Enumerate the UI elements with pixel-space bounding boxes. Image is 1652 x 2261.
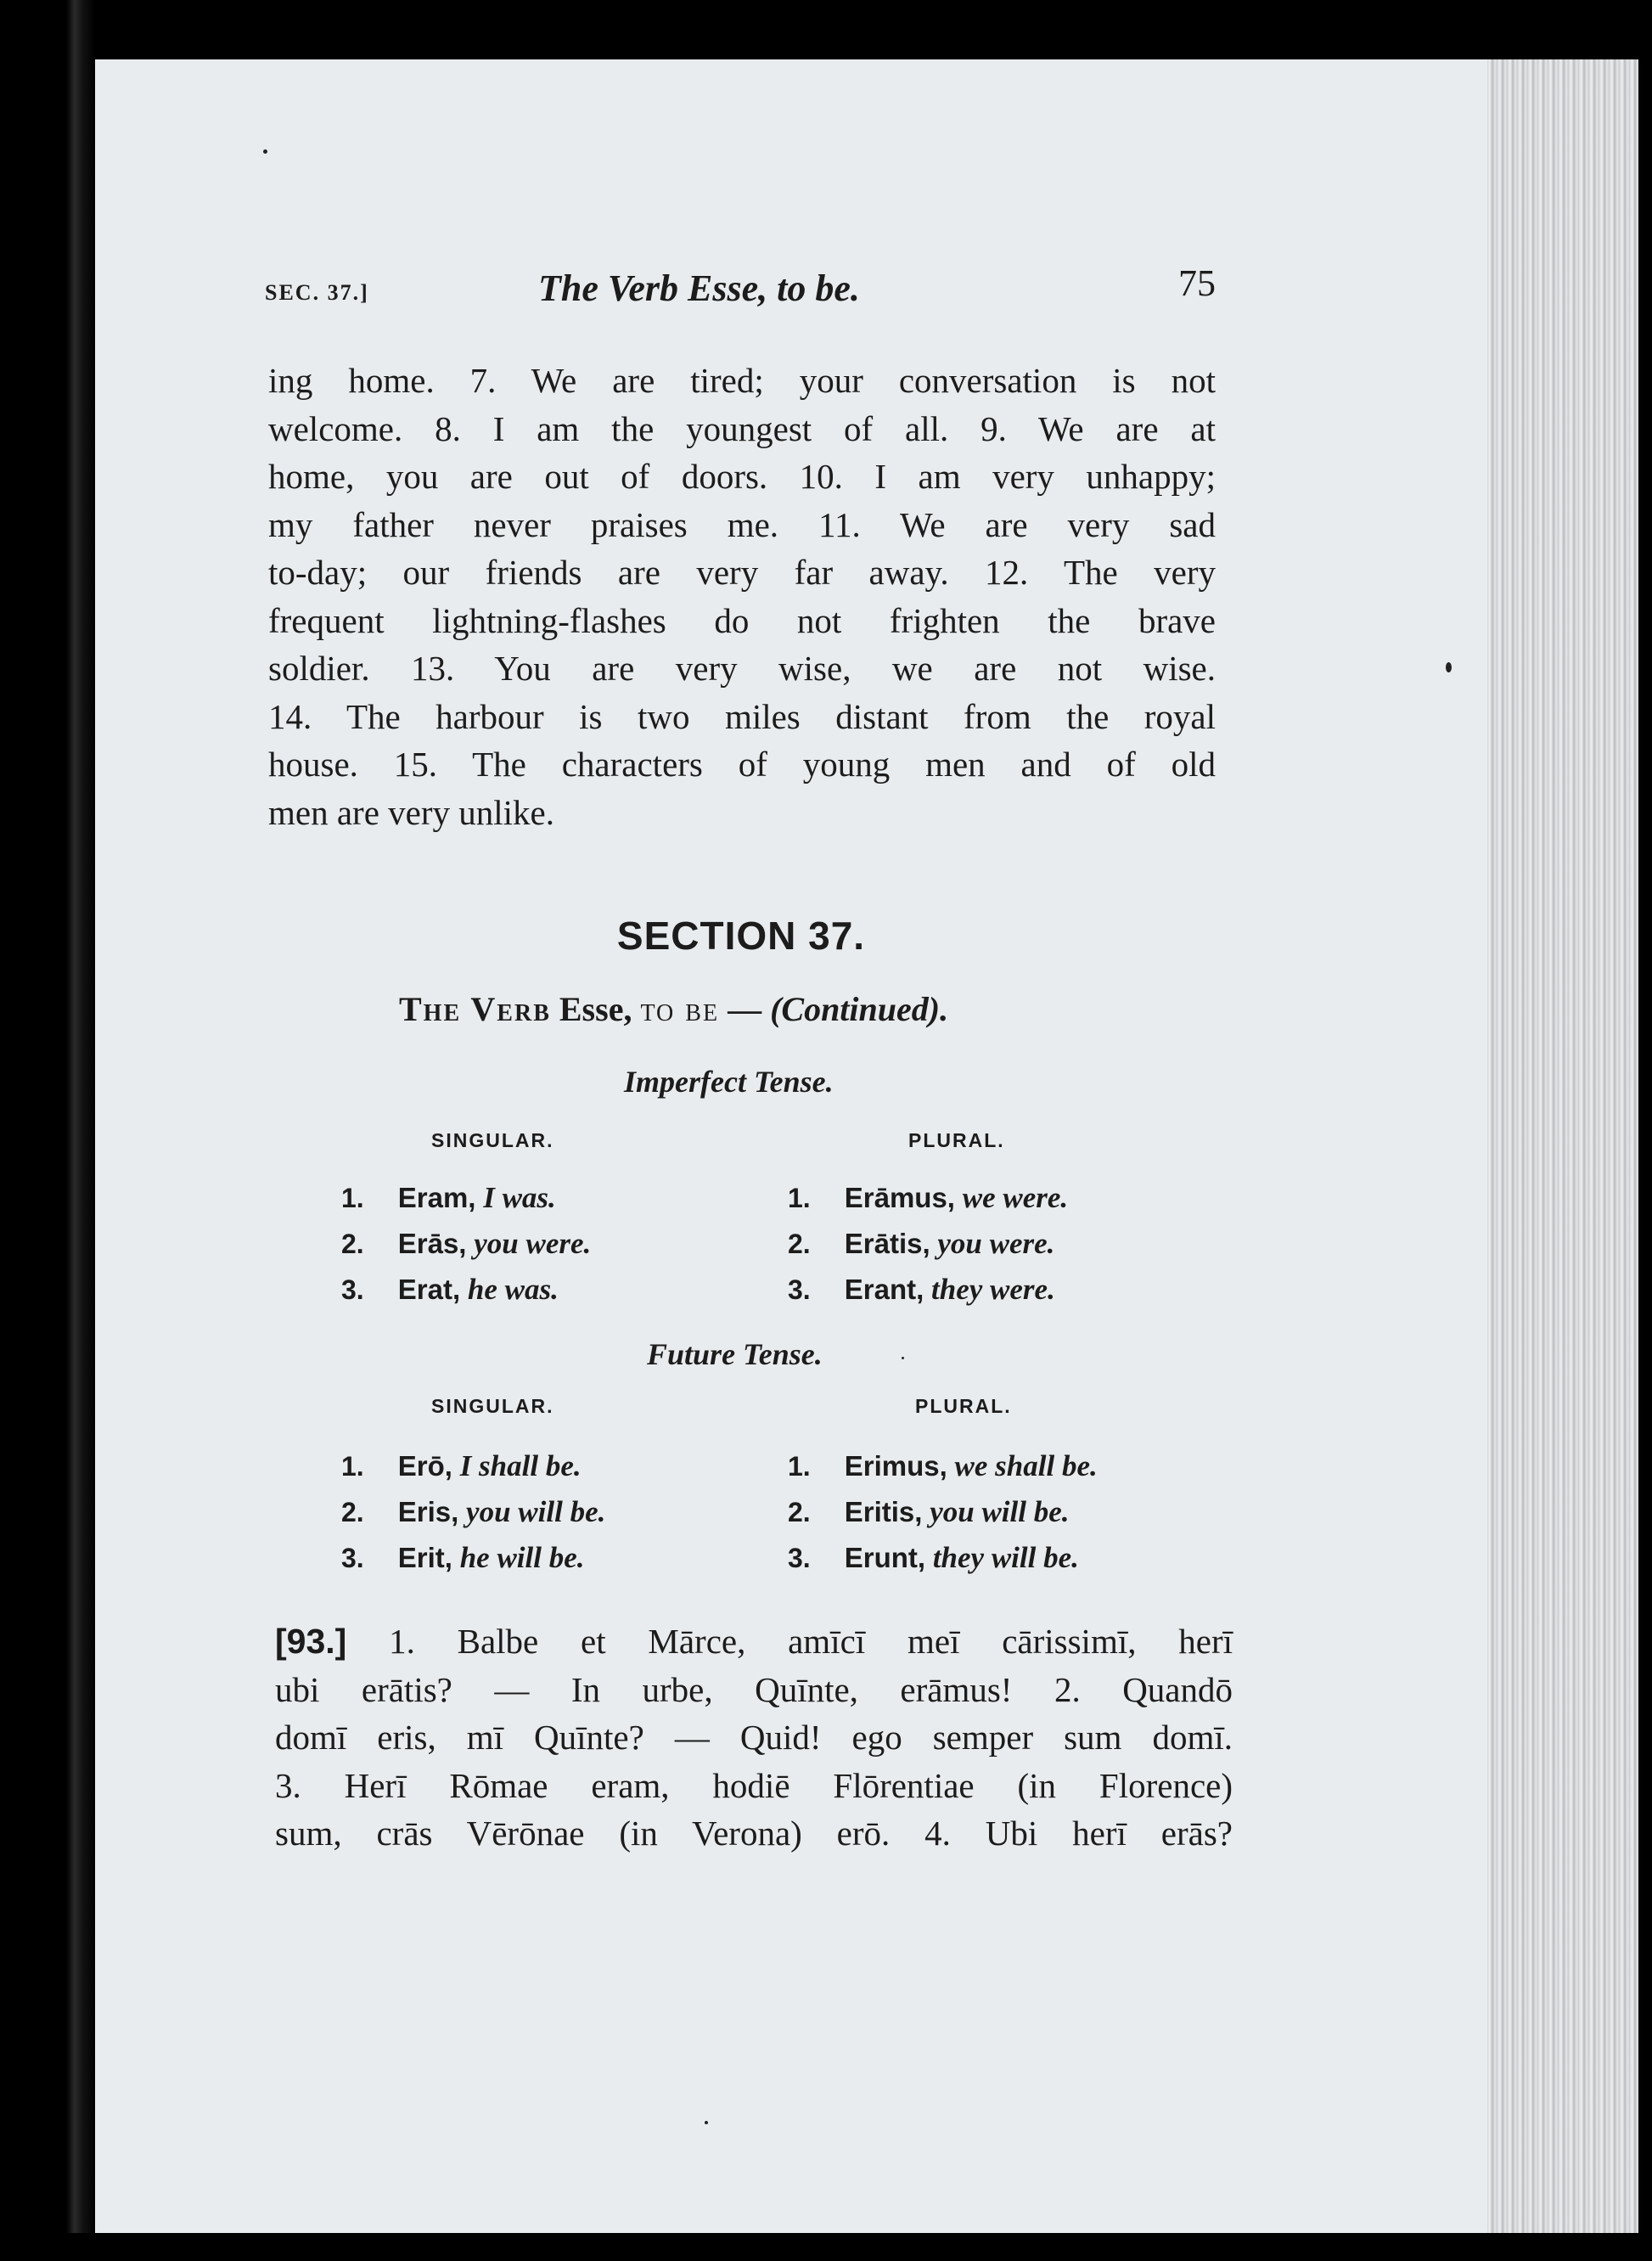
- page-edge-stack: [1487, 59, 1652, 2233]
- latin-form: Erat,: [397, 1274, 461, 1305]
- latin-form: Erant,: [844, 1274, 924, 1305]
- scan-speck: [1446, 662, 1452, 672]
- scan-bottom-border: [0, 2233, 1652, 2261]
- latin-form: Erās,: [397, 1228, 467, 1259]
- row-number: 2.: [788, 1497, 811, 1527]
- imperfect-singular-list: [341, 1175, 591, 1313]
- conjugation-row: [788, 1535, 1098, 1581]
- future-plural-list: [788, 1443, 1098, 1581]
- paragraph-line-text: 1. Balbe et Mārce, amīcī meī cārissimī, herī: [389, 1622, 1233, 1661]
- book-spine-shadow: [0, 0, 95, 2261]
- section-subheading: [399, 989, 948, 1029]
- latin-form: Erātis,: [844, 1228, 930, 1259]
- english-meaning: they were.: [931, 1273, 1055, 1306]
- row-number: 2.: [341, 1229, 364, 1259]
- conjugation-row: [341, 1489, 605, 1535]
- row-number: 1.: [788, 1451, 811, 1482]
- future-plural-heading: PLURAL.: [915, 1395, 1012, 1417]
- future-tense-label: Future Tense.: [647, 1337, 823, 1371]
- row-number: 3.: [341, 1543, 364, 1573]
- paragraph-line: welcome. 8. I am the youngest of all. 9. We are at: [268, 408, 1216, 448]
- english-meaning: he will be.: [459, 1541, 585, 1574]
- latin-form: Erimus,: [844, 1450, 947, 1482]
- imperfect-plural-list: [788, 1175, 1068, 1313]
- future-singular-list: [341, 1443, 605, 1581]
- paragraph-line: soldier. 13. You are very wise, we are not wise.: [268, 649, 1216, 688]
- row-number: 1.: [341, 1451, 364, 1482]
- conjugation-row: [788, 1489, 1098, 1535]
- conjugation-row: [341, 1221, 591, 1267]
- latin-form: Erō,: [397, 1450, 452, 1482]
- conjugation-row: [341, 1267, 591, 1313]
- paragraph-line: men are very unlike.: [268, 792, 554, 832]
- imperfect-singular-heading: SINGULAR.: [431, 1129, 554, 1151]
- english-meaning: you were.: [937, 1227, 1055, 1260]
- conjugation-row: [788, 1175, 1068, 1221]
- row-number: 3.: [788, 1543, 811, 1573]
- subheading-continued: (Continued).: [770, 990, 949, 1028]
- row-number: 1.: [341, 1183, 364, 1213]
- header-title: The Verb Esse, to be.: [538, 267, 860, 309]
- conjugation-row: [788, 1267, 1068, 1313]
- paragraph-line: to-day; our friends are very far away. 12. The very: [268, 553, 1216, 592]
- english-meaning: they will be.: [932, 1541, 1079, 1574]
- imperfect-tense-label: Imperfect Tense.: [624, 1065, 834, 1099]
- latin-form: Eris,: [397, 1496, 459, 1527]
- english-meaning: he was.: [467, 1273, 559, 1306]
- row-number: 2.: [788, 1229, 811, 1259]
- running-header: [265, 262, 1216, 321]
- row-number: 3.: [788, 1274, 811, 1305]
- row-number: 3.: [341, 1274, 364, 1305]
- scan-top-border: [0, 0, 1652, 59]
- paragraph-line: home, you are out of doors. 10. I am very unhappy;: [268, 457, 1216, 496]
- latin-form: Erit,: [397, 1542, 452, 1573]
- latin-form: Erāmus,: [844, 1182, 955, 1213]
- paragraph-line: sum, crās Vērōnae (in Verona) erō. 4. Ubi herī erās?: [275, 1814, 1233, 1853]
- english-meaning: you will be.: [930, 1495, 1070, 1528]
- conjugation-row: [341, 1175, 591, 1221]
- scan-right-border: [1638, 0, 1652, 2261]
- paragraph-line: ubi erātis? — In urbe, Quīnte, erāmus! 2. Quandō: [275, 1669, 1233, 1709]
- latin-form: Eram,: [397, 1182, 476, 1213]
- conjugation-row: [341, 1443, 605, 1489]
- paragraph-line: domī eris, mī Quīnte? — Quid! ego semper sum domī.: [275, 1718, 1233, 1757]
- imperfect-plural-heading: PLURAL.: [908, 1129, 1005, 1151]
- subheading-dash: —: [728, 990, 762, 1028]
- subheading-verb: The Verb: [399, 990, 551, 1028]
- english-meaning: you were.: [474, 1227, 592, 1260]
- row-number: 2.: [341, 1497, 364, 1527]
- subheading-to-be: to be: [640, 990, 720, 1028]
- scan-speck: [705, 2121, 708, 2124]
- scan-speck: [902, 1357, 904, 1359]
- future-singular-heading: SINGULAR.: [431, 1395, 554, 1417]
- subheading-esse: Esse,: [559, 990, 632, 1028]
- english-meaning: you will be.: [466, 1495, 606, 1528]
- latin-exercise-paragraph: [275, 1617, 1233, 1858]
- exercise-number: [93.]: [275, 1622, 347, 1661]
- latin-form: Erunt,: [844, 1542, 926, 1573]
- page-number: 75: [1178, 262, 1216, 304]
- paragraph-line: my father never praises me. 11. We are very sad: [268, 504, 1216, 544]
- conjugation-row: [341, 1535, 605, 1581]
- header-section-ref: SEC. 37.]: [265, 280, 369, 305]
- conjugation-row: [788, 1443, 1098, 1489]
- english-meaning: we were.: [962, 1181, 1069, 1214]
- latin-form: Eritis,: [844, 1496, 923, 1527]
- english-meaning: I was.: [483, 1181, 556, 1214]
- english-meaning: we shall be.: [954, 1449, 1098, 1482]
- paragraph-line: 3. Herī Rōmae eram, hodiē Flōrentiae (in Florence): [275, 1765, 1233, 1805]
- scan-speck: [263, 149, 267, 154]
- exercise-paragraph: [268, 357, 1216, 836]
- paragraph-line: [275, 1617, 1233, 1666]
- paragraph-line: house. 15. The characters of young men and of old: [268, 745, 1216, 784]
- english-meaning: I shall be.: [459, 1449, 582, 1482]
- paragraph-line: frequent lightning-flashes do not frighten the brave: [268, 600, 1216, 640]
- conjugation-row: [788, 1221, 1068, 1267]
- paragraph-line: 14. The harbour is two miles distant from the royal: [268, 696, 1216, 736]
- section-heading: [0, 913, 1652, 959]
- paragraph-line: ing home. 7. We are tired; your conversation is not: [268, 361, 1216, 400]
- section-heading-text: SECTION 37.: [616, 914, 866, 958]
- row-number: 1.: [788, 1183, 811, 1213]
